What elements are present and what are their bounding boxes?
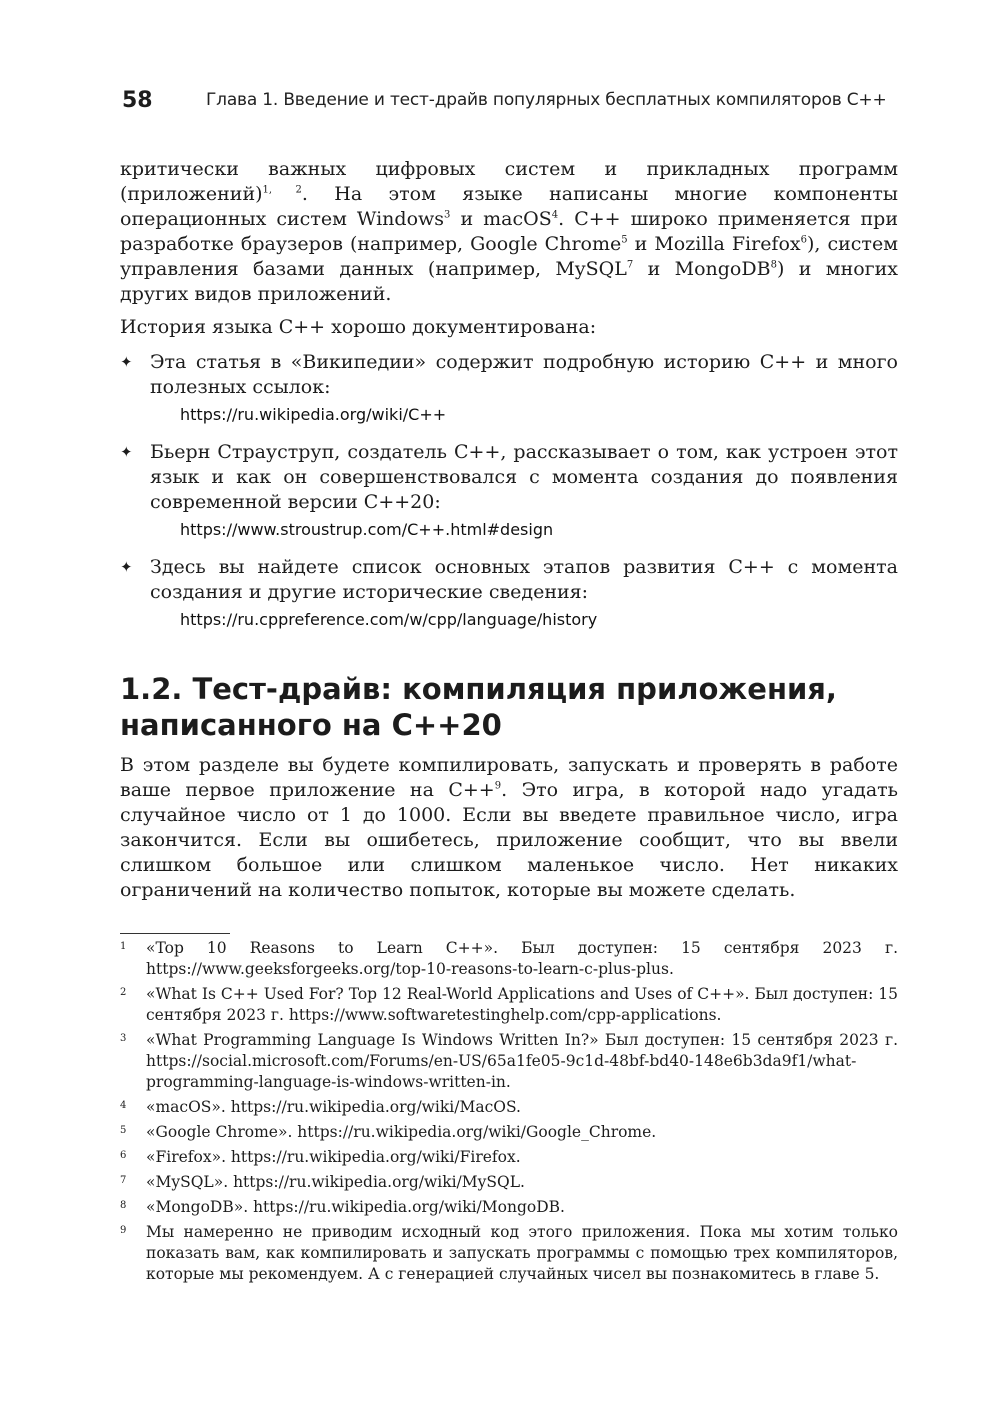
footnote-ref[interactable]: 8 xyxy=(770,259,777,271)
footnote xyxy=(120,1097,898,1118)
footnote-ref[interactable]: 6 xyxy=(800,234,807,246)
footnote-number: 3 xyxy=(120,1033,127,1044)
footnote xyxy=(120,1222,898,1285)
list-item xyxy=(120,555,898,631)
footnote-text: «What Programming Language Is Windows Written In?» Был доступен: 15 сентября 2023 г. https://social.microsoft.com/Forums/en-US/65a1fe05-9c1d-48bf-bd40-148e6b3da9f1/what-programming-language-is-windows-written-in. xyxy=(146,1031,898,1091)
footnote-ref[interactable]: 4 xyxy=(551,209,559,221)
cppreference-link[interactable]: https://ru.cppreference.com/w/cpp/language/history xyxy=(180,610,598,629)
intro-text: и macOS xyxy=(450,208,552,230)
footnote xyxy=(120,1030,898,1093)
footnote-text: «macOS». https://ru.wikipedia.org/wiki/MacOS. xyxy=(146,1098,521,1116)
intro-text: критически важных цифровых систем и прикладных программ (приложений) xyxy=(120,158,898,205)
bullet-star-icon: ✦ xyxy=(120,443,133,461)
footnote-text: «Google Chrome». https://ru.wikipedia.org/wiki/Google_Chrome. xyxy=(146,1123,657,1141)
intro-paragraph xyxy=(120,157,898,307)
page-header xyxy=(120,88,900,118)
footnote-number: 1 xyxy=(120,941,127,952)
list-item-text: Здесь вы найдете список основных этапов развития C++ с момента создания и другие исторические сведения: xyxy=(150,556,898,603)
intro-text: и MongoDB xyxy=(633,258,771,280)
footnote-number: 8 xyxy=(120,1200,127,1211)
section-paragraph xyxy=(120,753,898,903)
footnote-text: «MySQL». https://ru.wikipedia.org/wiki/MySQL. xyxy=(146,1173,525,1191)
footnotes xyxy=(120,938,898,1289)
footnote-text: «MongoDB». https://ru.wikipedia.org/wiki/MongoDB. xyxy=(146,1198,565,1216)
section-text: В этом разделе вы будете компилировать, запускать и проверять в работе ваше первое приложение на C++ xyxy=(120,754,898,801)
footnote-text: «What Is C++ Used For? Top 12 Real-World Applications and Uses of C++». Был доступен: 15 сентября 2023 г. https://www.softwaretestinghelp.com/cpp-applications. xyxy=(146,985,898,1024)
wikipedia-link[interactable]: https://ru.wikipedia.org/wiki/C++ xyxy=(180,405,447,424)
footnote xyxy=(120,1147,898,1168)
footnote-number: 4 xyxy=(120,1100,127,1111)
footnote xyxy=(120,1172,898,1193)
footnote-number: 9 xyxy=(120,1225,127,1236)
stroustrup-link[interactable]: https://www.stroustrup.com/C++.html#design xyxy=(180,520,554,539)
footnote xyxy=(120,1122,898,1143)
footnote-text: «Top 10 Reasons to Learn C++». Был доступен: 15 сентября 2023 г. https://www.geeksforgeeks.org/top-10-reasons-to-learn-c-plus-plus. xyxy=(146,939,898,978)
list-item-text: Бьерн Страуструп, создатель C++, рассказывает о том, как устроен этот язык и как он совершенствовался с момента создания до появления современной версии C++20: xyxy=(150,441,898,513)
footnote-ref[interactable]: 5 xyxy=(621,234,628,246)
list-item xyxy=(120,350,898,426)
footnote xyxy=(120,984,898,1026)
history-lead: История языка C++ хорошо документирована: xyxy=(120,316,597,338)
section-heading: 1.2. Тест-драйв: компиляция приложения, написанного на C++20 xyxy=(120,672,837,742)
bullet-star-icon: ✦ xyxy=(120,558,133,576)
section-text: . Это игра, в которой надо угадать случайное число от 1 до 1000. Если вы введете правильное число, игра закончится. Если вы ошибетесь, приложение сообщит, что вы ввели слишком большое или слишком маленькое число. Нет никаких ограничений на количество попыток, которые вы можете сделать. xyxy=(120,779,898,901)
list-item xyxy=(120,440,898,541)
footnote xyxy=(120,1197,898,1218)
running-head: Глава 1. Введение и тест-драйв популярных бесплатных компиляторов C++ xyxy=(206,90,887,110)
footnote-divider xyxy=(120,933,230,934)
intro-text: и Mozilla Firefox xyxy=(627,233,801,255)
list-item-text: Эта статья в «Википедии» содержит подробную историю C++ и много полезных ссылок: xyxy=(150,351,898,398)
footnote xyxy=(120,938,898,980)
footnote-number: 2 xyxy=(120,987,127,998)
page-number: 58 xyxy=(122,88,153,113)
footnote-number: 7 xyxy=(120,1175,127,1186)
footnote-ref[interactable]: 9 xyxy=(494,780,502,792)
footnote-number: 5 xyxy=(120,1125,127,1136)
footnote-ref[interactable]: 3 xyxy=(444,209,451,221)
history-list xyxy=(120,350,898,631)
intro-text: . C++ широко применяется при разработке браузеров (например, Google Chrome xyxy=(120,208,899,255)
intro-text: ) и многих других видов приложений. xyxy=(120,258,898,305)
page-body xyxy=(120,157,898,903)
intro-text: ), систем управления базами данных (например, MySQL xyxy=(120,233,898,280)
footnote-number: 6 xyxy=(120,1150,127,1161)
footnote-text: «Firefox». https://ru.wikipedia.org/wiki/Firefox. xyxy=(146,1148,521,1166)
footnote-ref[interactable]: 1, 2 xyxy=(262,184,302,196)
intro-text: . На этом языке написаны многие компоненты операционных систем Windows xyxy=(120,183,898,230)
footnote-text: Мы намеренно не приводим исходный код этого приложения. Пока мы хотим только показать вам, как компилировать и запускать программы с помощью трех компиляторов, которые мы рекомендуем. А с генерацией случайных чисел вы познакомитесь в главе 5. xyxy=(146,1223,898,1283)
bullet-star-icon: ✦ xyxy=(120,353,133,371)
footnote-ref[interactable]: 7 xyxy=(626,259,634,271)
